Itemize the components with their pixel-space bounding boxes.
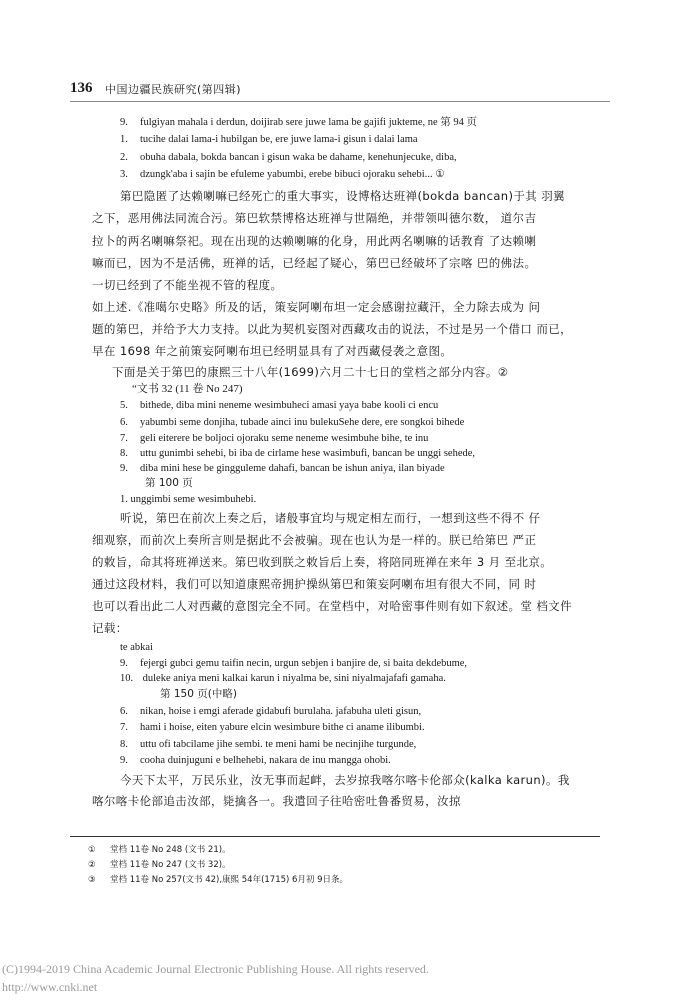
- footnote: ③ 堂档 11卷 No 257(文书 42),康熙 54年(1715) 6月初 9日条。: [88, 875, 349, 885]
- transcription-line: 8. uttu ofi tabcilame jihe sembi. te meni hami be necinjihe turgunde,: [120, 739, 417, 750]
- paragraph-line: 细观察，而前次上奏所言则是据此不会被骗。现在也认为是一样的。朕已给第巴 严正: [92, 533, 537, 547]
- footnote-rule: [70, 836, 600, 837]
- transcription-line: 1. unggimbi seme wesimbuhebi.: [120, 494, 257, 505]
- paragraph-line: 一切已经到了不能坐视不管的程度。: [92, 278, 283, 292]
- paragraph-line: 通过这段材料，我们可以知道康熙帝拥护操纵第巴和策妄阿喇布坦有很大不同，同 时: [92, 577, 537, 591]
- copyright-url: http://www.cnki.net: [2, 980, 98, 994]
- footnote: ① 堂档 11卷 No 248 (文书 21)。: [88, 845, 231, 855]
- transcription-line: 8. uttu gunimbi sehebi, bi iba de cirlame hese wasimbufi, bancan be unggi sehede,: [120, 448, 476, 459]
- transcription-line: 2. obuha dabala, bokda bancan i gisun waka be dahame, kenehunjecuke, diba,: [120, 152, 457, 163]
- paragraph-line: 喀尔喀卡伦部追击汝部，毙擒各一。我遣回子往哈密吐鲁番贸易，汝掠: [92, 794, 461, 808]
- paragraph-line: 嘛而已，因为不是活佛，班禅的话，已经起了疑心，第巴已经破坏了宗喀 巴的佛法。: [92, 256, 537, 270]
- transcription-line: 9. cooha duinjuguni e belhehebi, nakara de inu mangga ohobi.: [120, 755, 391, 766]
- transcription-line: 6. nikan, hoise i emgi aferade gidabufi burulaha. jafabuha uleti gisun,: [120, 706, 422, 717]
- footnote: ② 堂档 11卷 No 247 (文书 32)。: [88, 860, 231, 870]
- page-number: 136: [70, 80, 93, 96]
- paragraph-line: 听说，第巴在前次上奏之后，诸般事宜均与规定相左而行，一想到这些不得不 仔: [120, 511, 541, 525]
- transcription-line: 9. diba mini hese be gingguleme dahafi, bancan be ishun aniya, ilan biyade: [120, 463, 445, 474]
- page-marker: 第 150 页(中略): [160, 688, 237, 700]
- transcription-line: te abkai: [120, 642, 153, 653]
- transcription-line: 9. fejergi gubci gemu taifin necin, urgun sebjen i banjire de, si baita dekdebume,: [120, 658, 468, 669]
- paragraph-line: 的敕旨，命其将班禅送来。第巴收到朕之敕旨后上奏，将陪同班禅在来年 3 月 至北京。: [92, 555, 553, 569]
- paragraph-line: 记载：: [92, 621, 128, 635]
- running-header: [70, 80, 630, 100]
- paragraph-line: 今天下太平，万民乐业，汝无事而起衅，去岁掠我喀尔喀卡伦部众(kalka karun)。我: [120, 773, 570, 787]
- transcription-line: 1. tucihe dalai lama-i hubilgan be, ere juwe lama-i gisun i dalai lama: [120, 134, 418, 145]
- paragraph-line: 早在 1698 年之前策妄阿喇布坦已经明显具有了对西藏侵袭之意图。: [92, 344, 453, 358]
- header-rule: [70, 101, 610, 102]
- transcription-line: 9. fulgiyan mahala i derdun, doijirab sere juwe lama be gajifi jukteme, ne 第 94 页: [120, 117, 478, 128]
- paragraph-line: 如上述.《准噶尔史略》所及的话，策妄阿喇布坦一定会感谢拉藏汗，全力除去成为 问: [92, 300, 541, 314]
- document-reference: “文书 32 (11 卷 No 247): [132, 383, 243, 395]
- paragraph-line: 也可以看出此二人对西藏的意图完全不同。在堂档中，对哈密事件则有如下叙述。堂 档文件: [92, 599, 573, 613]
- copyright-line: (C)1994-2019 China Academic Journal Electronic Publishing House. All rights reserved.: [2, 962, 429, 976]
- paragraph-line: 之下，恶用佛法同流合污。第巴软禁博格达班禅与世隔绝，并带领叫德尔数， 道尔吉: [92, 211, 537, 225]
- transcription-line: 10. duleke aniya meni kalkai karun i niyalma be, sini niyalmajafafi gamaha.: [120, 673, 446, 684]
- transcription-line: 7. geli eiterere be boljoci ojoraku seme neneme wesimbuhe bihe, te inu: [120, 433, 429, 444]
- journal-title: 中国边疆民族研究(第四辑): [105, 83, 242, 96]
- transcription-line: 7. hami i hoise, eiten yabure elcin wesimbure bithe ci aname ilibumbi.: [120, 722, 425, 733]
- paragraph-line: 第巴隐匿了达赖喇嘛已经死亡的重大事实，设博格达班禅(bokda bancan)于其 羽翼: [120, 189, 566, 203]
- paragraph-line: 拉卜的两名喇嘛祭祀。现在出现的达赖喇嘛的化身，用此两名喇嘛的话教育 了达赖喇: [92, 234, 537, 248]
- transcription-line: 3. dzungk'aba i sajin be efuleme yabumbi, erebe bibuci ojoraku sehebi... ①: [120, 169, 445, 180]
- paragraph-line: 题的第巴，并给予大力支持。以此为契机妄图对西藏攻击的说法，不过是另一个借口 而已，: [92, 322, 573, 336]
- transcription-line: 6. yabumbi seme donjiha, tubade ainci inu bulekuSehe dere, ere songkoi bihede: [120, 417, 465, 428]
- transcription-line: 5. bithede, diba mini neneme wesimbuheci amasi yaya babe kooli ci encu: [120, 400, 439, 411]
- paragraph-line: 下面是关于第巴的康熙三十八年(1699)六月二十七日的堂档之部分内容。②: [112, 365, 509, 379]
- page-marker: 第 100 页: [145, 477, 193, 489]
